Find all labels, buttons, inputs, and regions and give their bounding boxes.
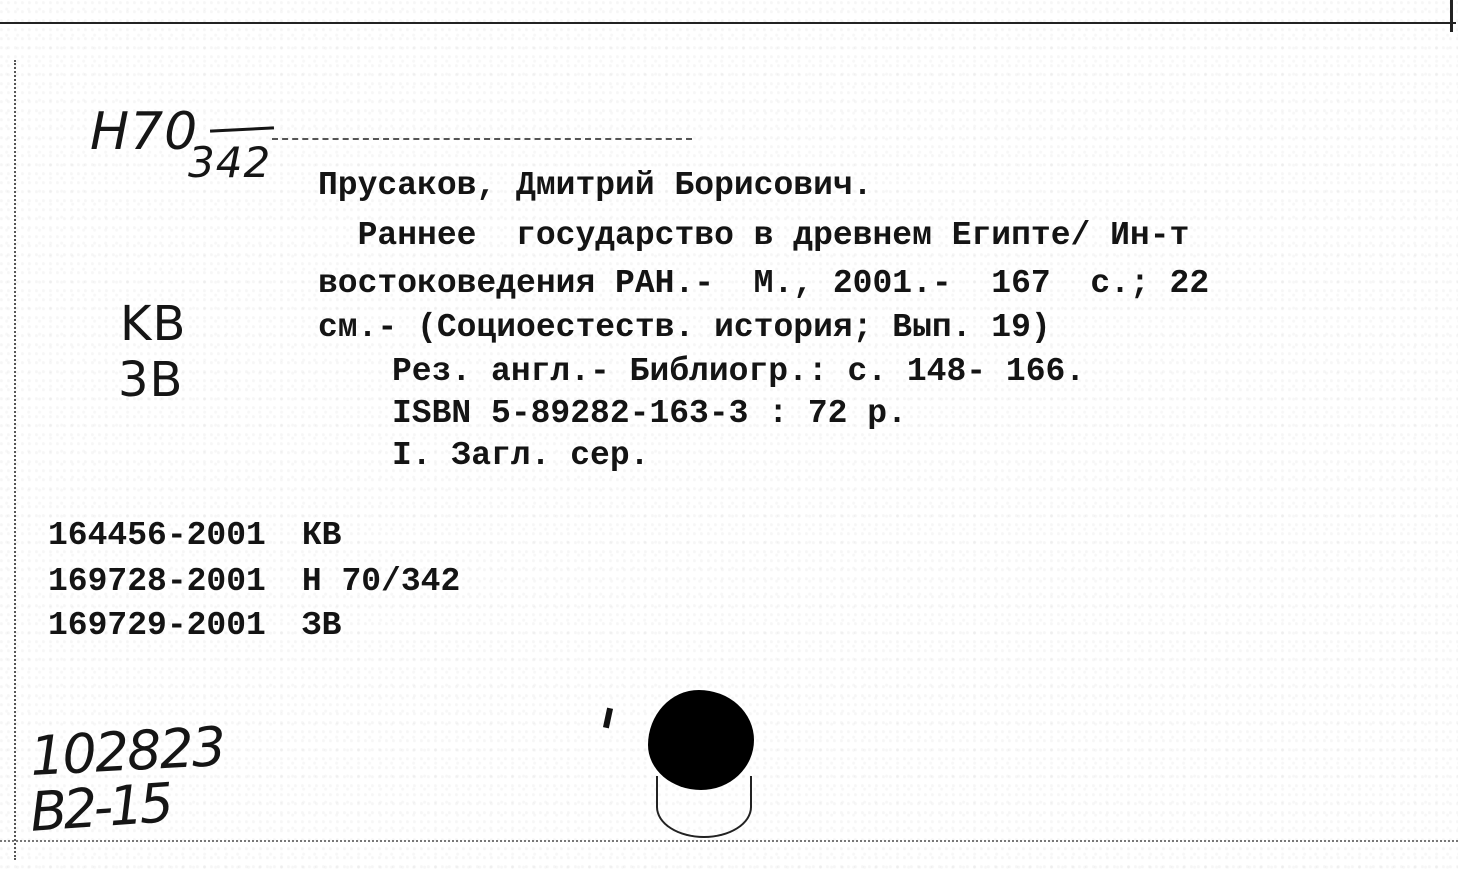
entry-tracing: I. Загл. сер.	[392, 437, 650, 474]
inventory-mark-2: B2-15	[27, 771, 172, 844]
holding-row	[48, 560, 460, 604]
bottom-dotted-border	[0, 840, 1458, 844]
pencil-stroke	[603, 708, 613, 729]
entry-isbn: ISBN 5-89282-163-3 : 72 р.	[392, 395, 907, 432]
holding-sigla: ЗВ	[301, 607, 342, 644]
holding-sigla: Н 70/342	[301, 563, 461, 600]
entry-series: см.- (Социоестеств. история; Вып. 19)	[318, 309, 1051, 346]
holding-row	[48, 604, 341, 648]
left-dotted-border	[14, 60, 18, 860]
call-number-main: H70	[90, 102, 199, 162]
location-mark-1: KB	[120, 296, 187, 352]
holding-sigla: КВ	[301, 517, 342, 554]
entry-title: Раннее государство в древнем Египте/ Ин-т	[318, 217, 1190, 254]
holding-accession: 164456-2001	[48, 517, 266, 554]
inventory-mark-1: 102823	[28, 714, 226, 789]
holding-row	[48, 514, 341, 558]
right-border-tick	[1450, 0, 1453, 32]
holding-accession: 169729-2001	[48, 607, 266, 644]
call-number-dashed-line	[272, 138, 692, 142]
punch-hole	[648, 690, 754, 790]
call-number-sub: 342	[188, 138, 272, 187]
entry-author: Пруcаков, Дмитрий Борисович.	[318, 167, 873, 204]
location-mark-2: 3B	[118, 352, 184, 408]
entry-notes: Рез. англ.- Библиогр.: с. 148- 166.	[392, 353, 1086, 390]
call-number-fraction-bar	[210, 126, 274, 132]
punch-hole-outline	[656, 776, 752, 838]
holding-accession: 169728-2001	[48, 563, 266, 600]
top-border-line	[0, 22, 1456, 24]
entry-publication: востоковедения РАН.- М., 2001.- 167 с.; 22	[318, 265, 1210, 302]
